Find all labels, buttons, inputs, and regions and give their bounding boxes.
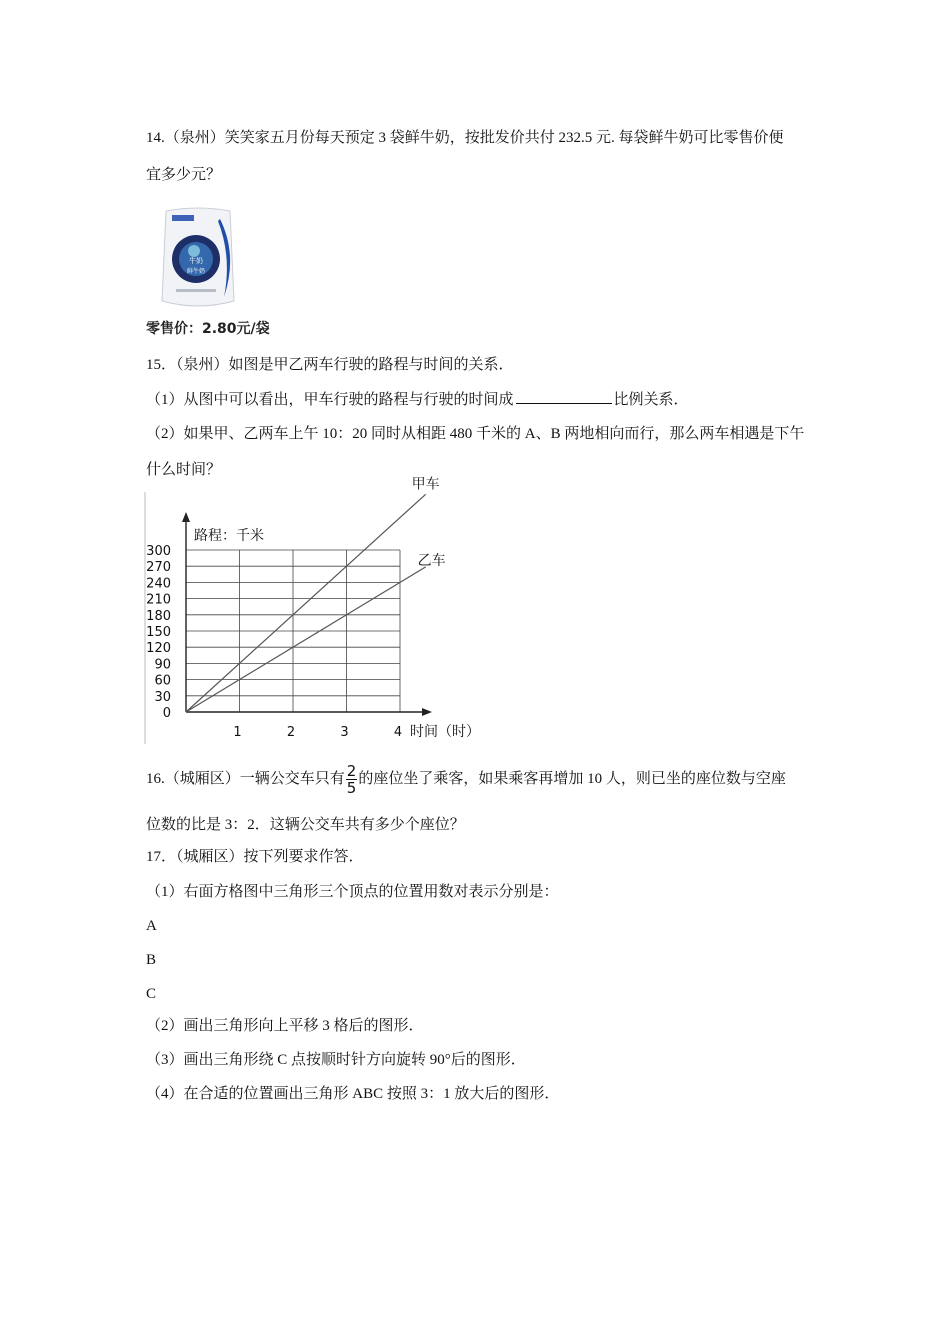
q16-line-2: 位数的比是 3：2．这辆公交车共有多少个座位？ [146,817,465,833]
y-tick-label: 120 [146,641,171,657]
y-tick-label: 150 [146,625,171,640]
y-tick-label: 60 [154,673,171,689]
milk-label-text: 鲜牛奶 [186,268,206,275]
q15-part-1-after: 比例关系． [613,392,689,408]
chart-grid [186,550,400,712]
x-axis-label: 时间（时） [410,724,480,740]
q15-part-2-line-1: （2）如果甲、乙两车上午 10：20 同时从相距 480 千米的 A、B 两地相向而行，那么两车相遇是下午 [146,426,805,442]
q15-part-1-before: （1）从图中可以看出，甲车行驶的路程与行驶的时间成 [146,392,514,408]
x-tick-label: 2 [286,725,296,740]
q14-line-1: 14.（泉州）笑笑家五月份每天预定 3 袋鲜牛奶，按批发价共付 232.5 元. 每袋鲜牛奶可比零售价便 [146,130,784,146]
fraction-denominator: 5 [346,779,357,798]
q17-part-3: （3）画出三角形绕 C 点按顺时针方向旋转 90°后的图形． [146,1052,526,1068]
retail-price-label: 零售价：2.80元/袋 [146,321,270,337]
vertex-a-label: A [146,918,157,934]
fraction-two-fifths [346,763,358,796]
q15-part-1 [146,389,689,410]
q17-part-2: （2）画出三角形向上平移 3 格后的图形． [146,1018,424,1034]
q15-part-2-line-2: 什么时间？ [146,462,222,478]
x-tick-label: 4 [393,725,403,740]
y-tick-label: 270 [146,560,171,576]
chart-series [186,476,446,712]
y-tick-label: 300 [146,544,171,559]
q17-part-4: （4）在合适的位置画出三角形 ABC 按照 3：1 放大后的图形． [146,1086,560,1102]
q17-title: 17．（城厢区）按下列要求作答． [146,849,364,865]
q16-line-1-after: 的座位坐了乘客，如果乘客再增加 10 人，则已坐的座位数与空座 [358,771,786,787]
x-axis-arrow [422,708,432,716]
y-tick-label: 30 [154,689,171,705]
q16-line-1 [146,762,786,796]
distance-time-chart [144,476,489,744]
x-tick-labels [233,725,402,740]
q15-title: 15．（泉州）如图是甲乙两车行驶的路程与时间的关系． [146,357,514,373]
vertex-b-label: B [146,952,157,968]
fraction-numerator: 2 [346,762,357,781]
y-axis-label: 路程：千米 [194,528,264,544]
x-tick-label: 3 [340,725,349,740]
y-tick-label: 0 [162,706,171,721]
milk-bag-image [158,205,238,313]
vertex-c-label: C [146,986,157,1002]
milk-brand-text: 牛奶 [189,257,203,265]
y-tick-label: 180 [146,608,171,624]
y-axis-arrow [182,512,190,522]
y-tick-label: 90 [154,657,171,673]
q16-line-1-before: 16.（城厢区）一辆公交车只有 [146,771,345,787]
q17-part-1: （1）右面方格图中三角形三个顶点的位置用数对表示分别是： [146,884,559,900]
series-label: 乙车 [417,552,446,569]
y-tick-label: 240 [146,576,171,592]
q14-line-2: 宜多少元？ [146,167,222,183]
answer-blank [516,389,612,404]
series-line [186,567,426,712]
x-tick-label: 1 [233,725,242,740]
series-label: 甲车 [411,476,440,493]
y-tick-label: 210 [146,592,171,608]
y-tick-labels [146,544,171,721]
